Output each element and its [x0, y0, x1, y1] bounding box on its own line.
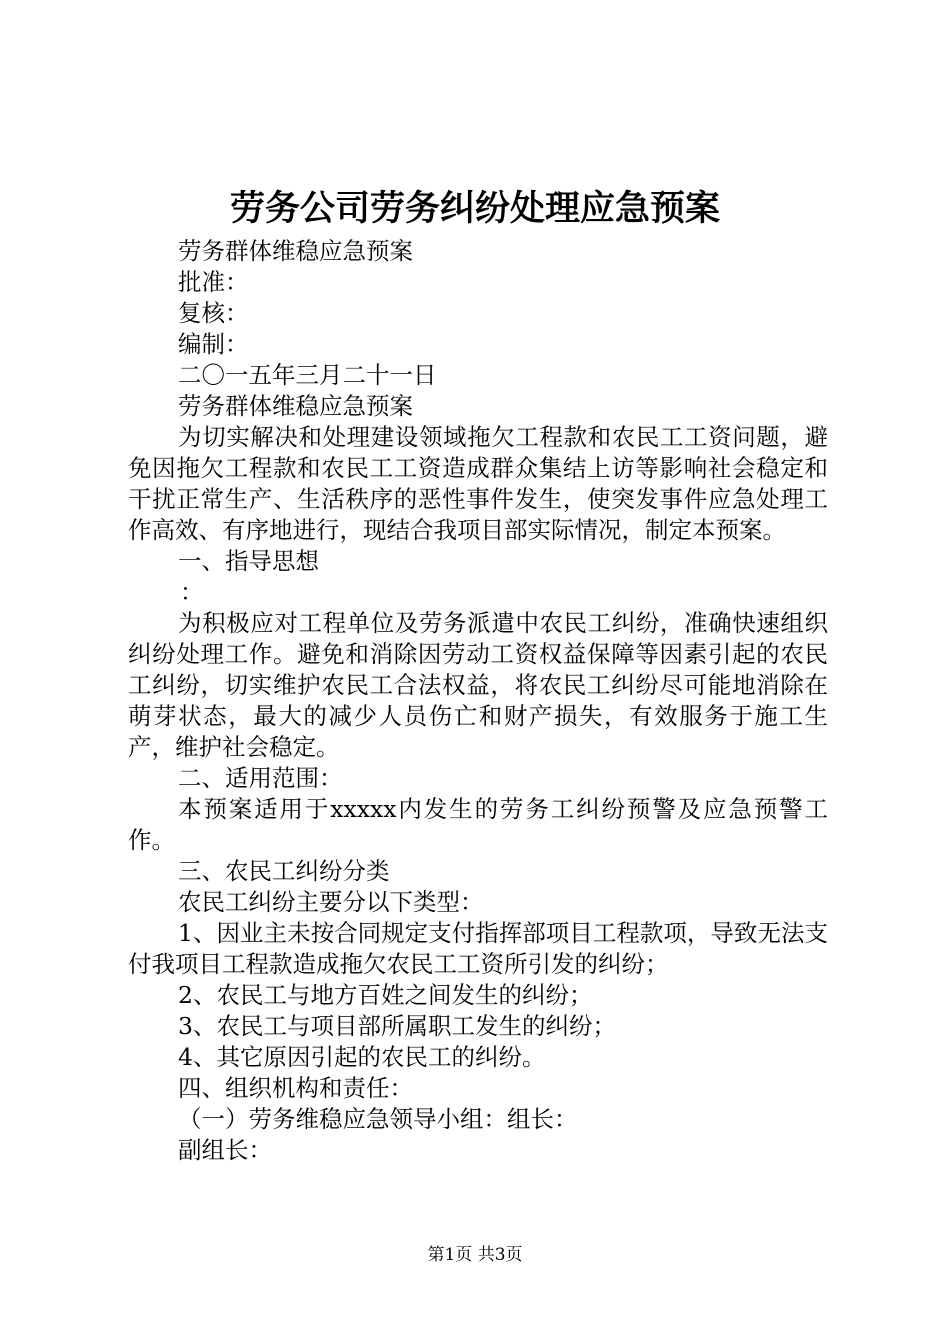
paragraph-colon: ：: [180, 578, 204, 606]
list-item-type-1: 1、因业主未按合同规定支付指挥部项目工程款项，导致无法支付我项目工程款造成拖欠农民工工资所引发的纠纷；: [128, 919, 828, 978]
paragraph-review: 复核：: [178, 299, 249, 327]
paragraph-date: 二〇一五年三月二十一日: [178, 361, 437, 389]
paragraph-guiding-content: 为积极应对工程单位及劳务派遣中农民工纠纷，准确快速组织纠纷处理工作。避免和消除因劳动工资权益保障等因素引起的农民工纠纷，切实维护农民工合法权益，将农民工纠纷尽可能地消除在萌芽状态，最大的减少人员伤亡和财产损失，有效服务于施工生产，维护社会稳定。: [128, 609, 828, 761]
paragraph-compile: 编制：: [178, 330, 249, 358]
heading-scope: 二、适用范围：: [178, 764, 343, 792]
paragraph-scope: 本预案适用于xxxxx内发生的劳务工纠纷预警及应急预警工作。: [128, 795, 828, 854]
list-item-type-2: 2、农民工与地方百姓之间发生的纠纷；: [178, 981, 593, 1009]
paragraph-purpose: 为切实解决和处理建设领域拖欠工程款和农民工工资问题，避免因拖欠工程款和农民工工资造成群众集结上访等影响社会稳定和干扰正常生产、生活秩序的恶性事件发生，使突发事件应急处理工作高效、有序地进行，现结合我项目部实际情况，制定本预案。: [128, 423, 828, 544]
heading-organization: 四、组织机构和责任：: [178, 1074, 413, 1102]
paragraph-subtitle-repeat: 劳务群体维稳应急预案: [178, 392, 413, 420]
page-footer: 第1页 共3页: [427, 1245, 523, 1265]
paragraph-subtitle: 劳务群体维稳应急预案: [178, 237, 413, 265]
list-item-type-4: 4、其它原因引起的农民工的纠纷。: [178, 1043, 546, 1071]
document-title: 劳务公司劳务纠纷处理应急预案: [229, 188, 720, 229]
heading-classification: 三、农民工纠纷分类: [178, 857, 390, 885]
list-item-type-3: 3、农民工与项目部所属职工发生的纠纷；: [178, 1012, 616, 1040]
heading-guiding-thought: 一、指导思想: [178, 547, 319, 575]
paragraph-leader-group: （一）劳务维稳应急领导小组：组长：: [178, 1105, 578, 1133]
paragraph-approve: 批准：: [178, 268, 249, 296]
paragraph-types-intro: 农民工纠纷主要分以下类型：: [178, 888, 484, 916]
document-body: [128, 236, 828, 1166]
paragraph-deputy-leader: 副组长：: [178, 1136, 272, 1164]
